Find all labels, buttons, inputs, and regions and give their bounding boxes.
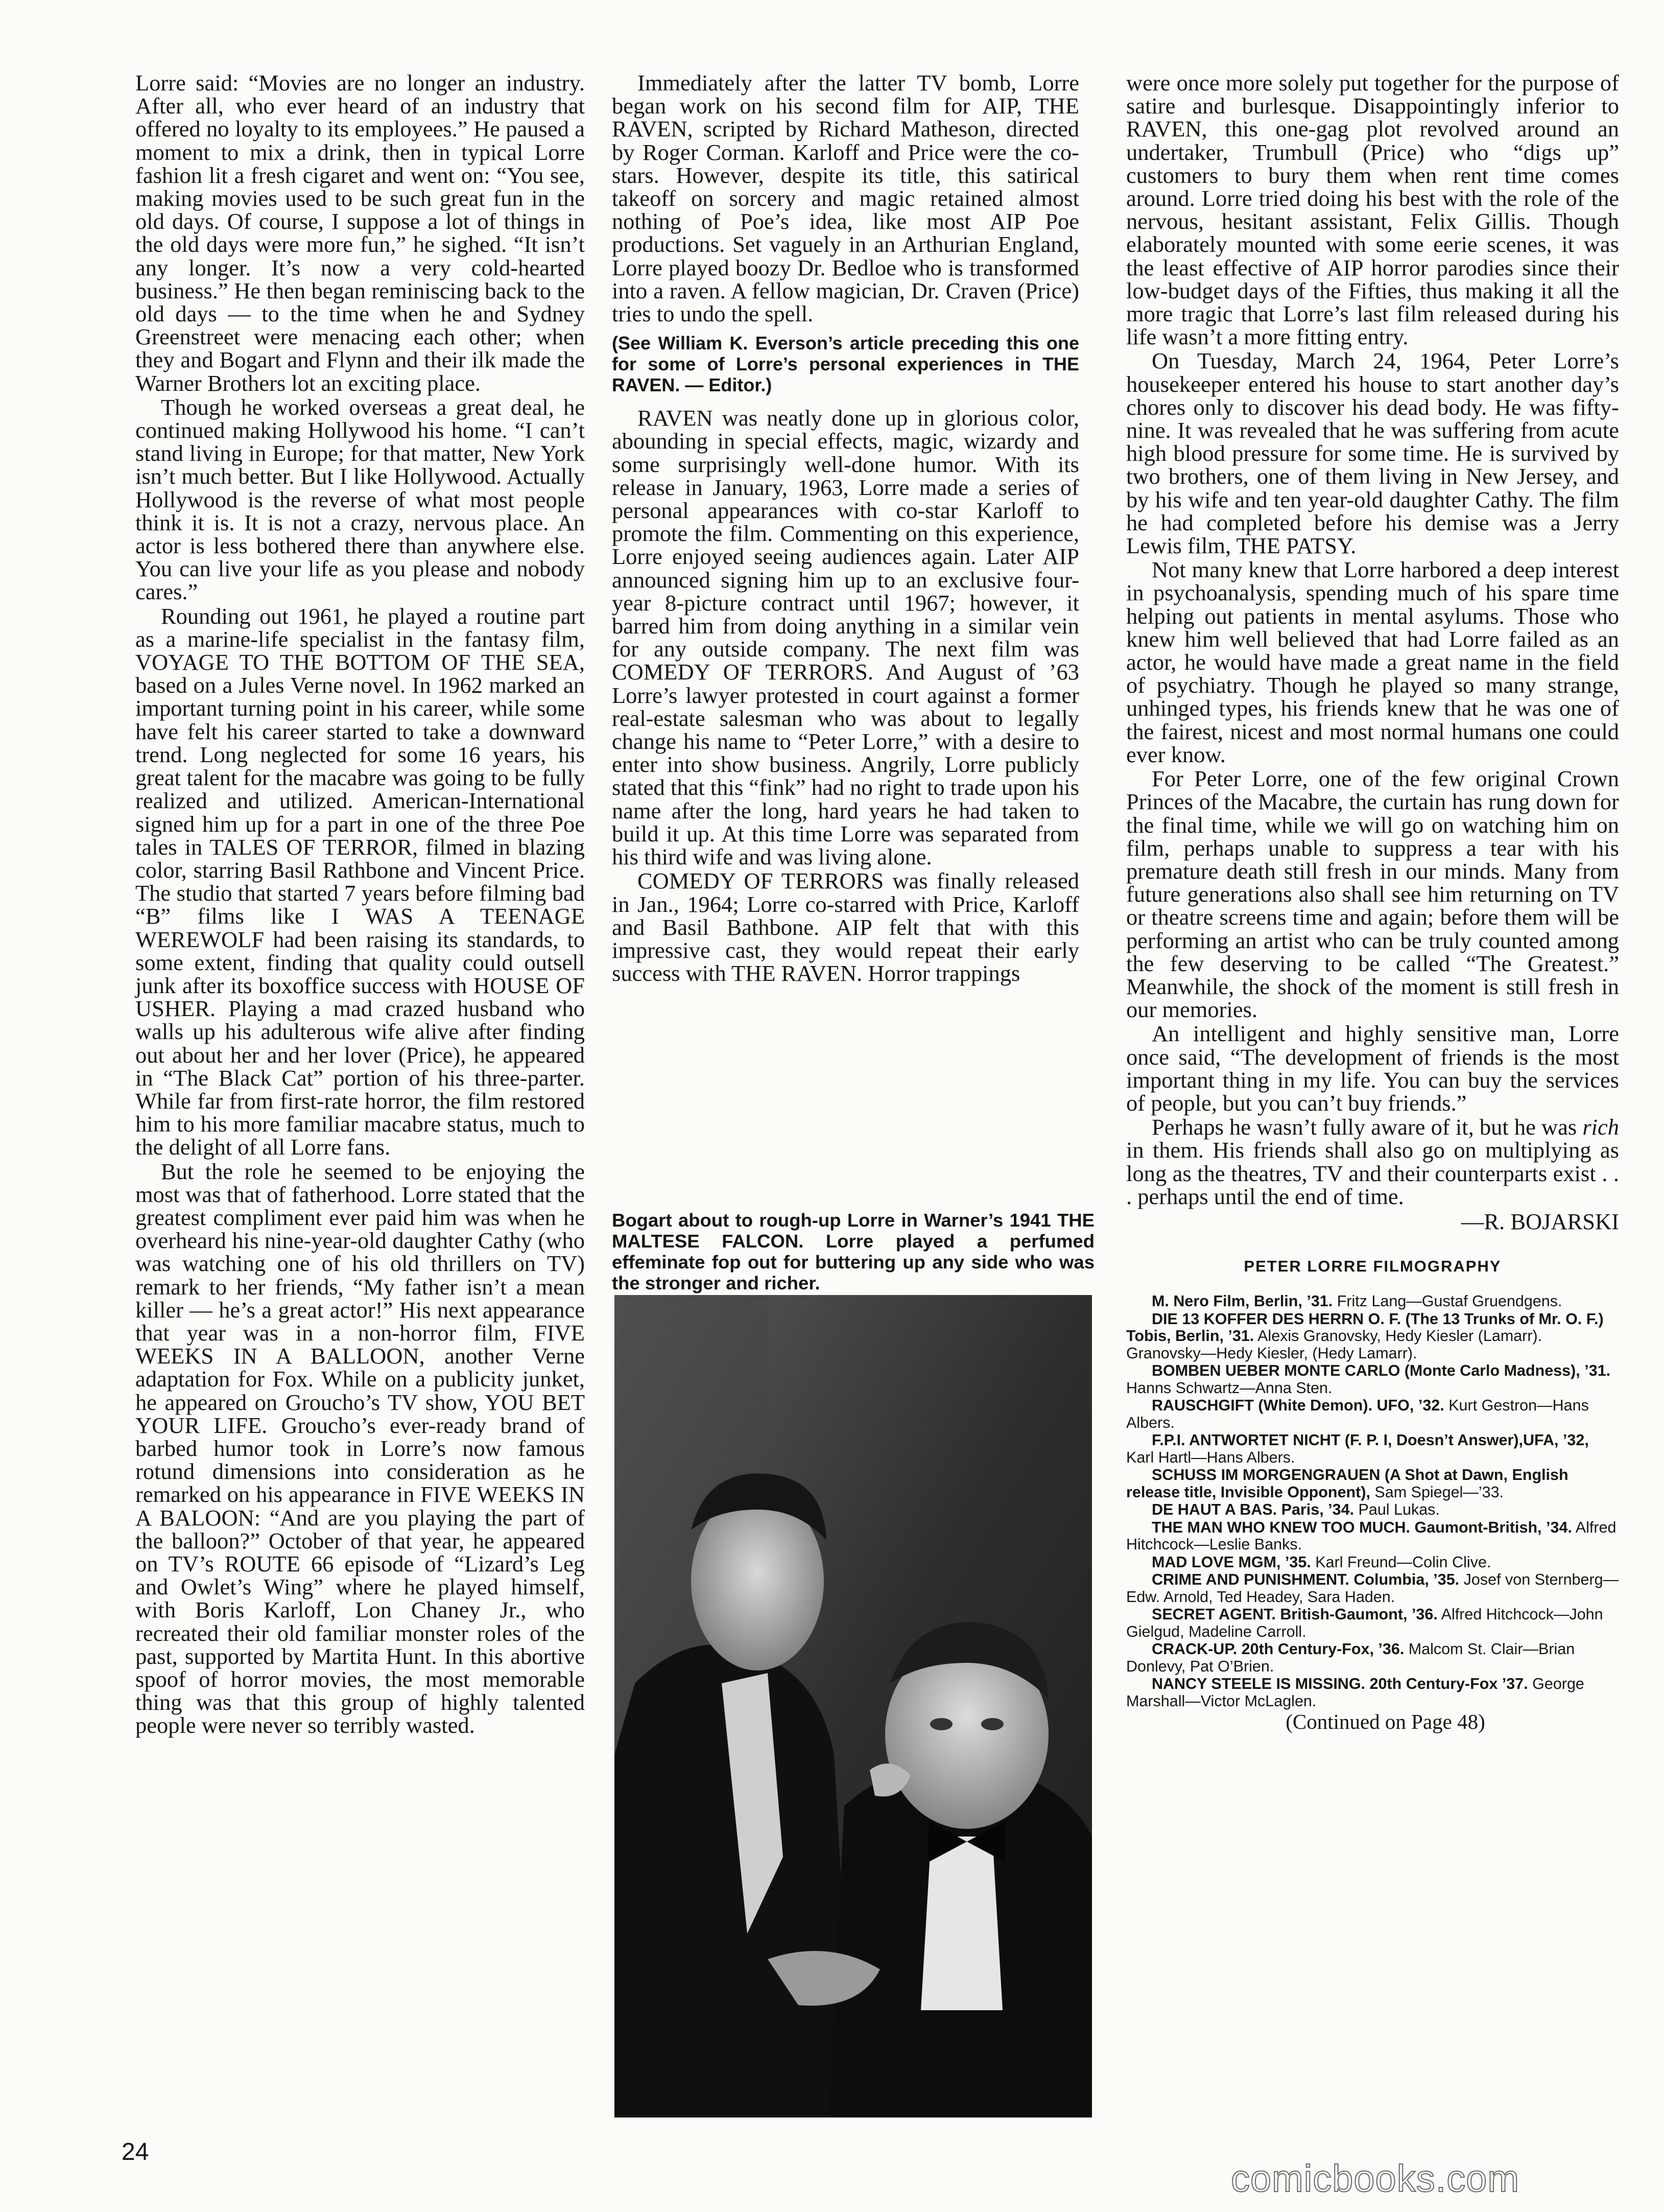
film-title: F.P.I. ANTWORTET NICHT (F. P. I, Doesn’t Answer),UFA, ’32, [1152,1431,1589,1449]
film-credits: Alfred Hitchcock—John Gielgud, Madeline Carroll. [1126,1606,1603,1640]
paragraph: But the role he seemed to be enjoying the most was that of fatherhood. Lorre stated that the greatest compliment ever paid him was when he overheard his nine-year-old daughter Cathy (who was watching one of his old thrillers on TV) remark to her friends, “My father isn’t a mean killer — he’s a great actor!” His next appearance that year was in a non-horror film, FIVE WEEKS IN A BALLOON, another Verne adaptation for Fox. While on a publicity junket, he appeared on Groucho’s TV show, YOU BET YOUR LIFE. Groucho’s ever-ready brand of barbed humor took in Lorre’s now famous rotund dimensions into consideration as he remarked on his appearance in FIVE WEEKS IN A BALOON: “And are you playing the part of the balloon?” October of that year, he appeared on TV’s ROUTE 66 episode of “Lizard’s Leg and Owlet’s Wing” where he played himself, with Boris Karloff, Lon Chaney Jr., who recreated their old familiar monster roles of the past, supported by Martita Hunt. In this abortive spoof of horror movies, the most memorable thing was that this group of highly talented people were never so terribly wasted. [135,1158,585,1738]
text-run: in them. His friends shall also go on multiplying as long as the theatres, TV and their counterparts exist . . . perhaps until the end of time. [1126,1137,1619,1209]
filmography-entry [1126,1432,1619,1466]
filmography-title: PETER LORRE FILMOGRAPHY [1244,1257,1502,1276]
film-title: THE MAN WHO KNEW TOO MUCH. Gaumont-British, ’34. [1152,1518,1572,1536]
film-title: DIE 13 KOFFER DES HERRN O. F. (The 13 Trunks of Mr. O. F.) Tobis, Berlin, ’31. [1126,1310,1604,1345]
editor-note: (See William K. Everson’s article preceding this one for some of Lorre’s personal experiences in THE RAVEN. — Editor.) [612,333,1079,396]
watermark: comicbooks.com [1231,2157,1520,2200]
film-credits: Alfred Hitchcock—Leslie Banks. [1126,1518,1617,1554]
paragraph [1126,1116,1619,1208]
paragraph: Though he worked overseas a great deal, he continued making Hollywood his home. “I can’t stand living in Europe; for that matter, New York isn’t much better. But I like Hollywood. Actually Hollywood is the reverse of what most people think it is. It is not a crazy, nervous place. An actor is less bothered there than anywhere else. You can live your life as you please and nobody cares.” [135,394,585,605]
paragraph: On Tuesday, March 24, 1964, Peter Lorre’s housekeeper entered his house to start another day’s chores only to discover his dead body. He was fifty-nine. It was revealed that he was suffering from acute high blood pressure for some time. He is survived by two brothers, one of them living in New Jersey, and by his wife and ten year-old daughter Cathy. The film he had completed before his demise was a Jerry Lewis film, THE PATSY. [1126,348,1619,559]
paragraph: RAVEN was neatly done up in glorious color, abounding in special effects, magic, wizardy and some surprisingly well-done humor. With its release in January, 1963, Lorre made a series of personal appearances with co-star Karloff to promote the film. Commenting on this experience, Lorre enjoyed seeing audiences again. Later AIP announced signing him up to an exclusive four-year 8-picture contract until 1967; however, it barred him from doing anything in a similar vein for any outside company. The next film was COMEDY OF TERRORS. And August of ’63 Lorre’s lawyer protested in court against a former real-estate salesman who was about to legally change his name to “Peter Lorre,” with a desire to enter into show business. Angrily, Lorre publicly stated that this “fink” had no right to trade upon his name after the long, hard years he had taken to build it up. At this time Lorre was separated from his third wife and was living alone. [612,405,1079,870]
film-title: SECRET AGENT. British-Gaumont, ’36. [1152,1606,1438,1623]
film-title: MAD LOVE MGM, ’35. [1152,1553,1311,1571]
author-signoff: —R. BOJARSKI [1461,1208,1619,1234]
film-still-illustration [614,1295,1092,2117]
paragraph: were once more solely put together for the purpose of satire and burlesque. Disappointingly inferior to RAVEN, this one-gag plot revolved around an undertaker, Trumbull (Price) who “digs up” customers to bury them when rent time comes around. Lorre tried doing his best with the role of the nervous, hesitant assistant, Felix Gillis. Though elaborately mounted with some eerie scenes, it was the least effective of AIP horror parodies since their low-budget days of the Fifties, thus making it all the more tragic that Lorre’s last film released during his life wasn’t a more fitting entry. [1126,70,1619,350]
article-column-3 [1126,72,1619,1735]
page-number: 24 [122,2138,149,2166]
film-credits: Fritz Lang—Gustaf Gruendgens. [1333,1292,1562,1310]
film-title: RAUSCHGIFT (White Demon). UFO, ’32. [1152,1397,1444,1415]
filmography-entry [1126,1397,1619,1431]
film-credits: Sam Spiegel—’33. [1370,1483,1504,1501]
film-credits: Karl Hartl—Hans Albers. [1126,1448,1295,1466]
filmography-entry [1126,1641,1619,1675]
emphasis-text: rich [1582,1114,1619,1140]
film-title: M. Nero Film, Berlin, ’31. [1152,1292,1333,1310]
film-title: SCHUSS IM MORGENGRAUEN (A Shot at Dawn, English release title, Invisible Opponent), [1126,1466,1568,1501]
paragraph: Immediately after the latter TV bomb, Lorre began work on his second film for AIP, THE RAVEN, scripted by Richard Matheson, directed by Roger Corman. Karloff and Price were the co-stars. However, despite its title, this satirical takeoff on sorcery and magic retained almost nothing of Poe’s idea, like most AIP Poe productions. Set vaguely in an Arthurian England, Lorre played boozy Dr. Bedloe who is transformed into a raven. A fellow magician, Dr. Craven (Price) tries to undo the spell. [612,70,1079,327]
film-credits: Karl Freund—Colin Clive. [1311,1553,1491,1571]
film-credits: Hanns Schwartz—Anna Sten. [1126,1379,1333,1397]
film-credits: George Marshall—Victor McLaglen. [1126,1675,1584,1710]
paragraph: An intelligent and highly sensitive man, Lorre once said, “The development of friends is the most important thing in my life. You can buy the services of people, but you can’t buy friends.” [1126,1021,1619,1116]
film-title: CRIME AND PUNISHMENT. Columbia, ’35. [1152,1571,1460,1589]
text-run: Perhaps he wasn’t fully aware of it, but he was [1152,1114,1583,1140]
filmography-entry [1126,1519,1619,1554]
film-credits: Kurt Gestron—Hans Albers. [1126,1397,1589,1431]
paragraph: For Peter Lorre, one of the few original Crown Princes of the Macabre, the curtain has rung down for the final time, while we will go on watching him on film, perhaps unable to suppress a tear with his premature death still fresh in our minds. Many from future generations also shall see him returning on TV or theatre screens time and again; before them will be performing an artist who can be truly counted among the few deserving to be called “The Greatest.” Meanwhile, the shock of the moment is still fresh in our memories. [1126,766,1619,1023]
paragraph: COMEDY OF TERRORS was finally released in Jan., 1964; Lorre co-starred with Price, Karloff and Basil Bathbone. AIP felt that with this impressive cast, they would repeat their early success with THE RAVEN. Horror trappings [612,868,1079,986]
film-title: DE HAUT A BAS. Paris, ’34. [1152,1501,1354,1519]
photo-caption: Bogart about to rough-up Lorre in Warner’s 1941 THE MALTESE FALCON. Lorre played a perfumed effeminate fop out for buttering up any side who was the stronger and richer. [612,1210,1095,1293]
filmography-entry [1126,1467,1619,1501]
paragraph: Rounding out 1961, he played a routine part as a marine-life specialist in the fantasy film, VOYAGE TO THE BOTTOM OF THE SEA, based on a Jules Verne novel. In 1962 marked an important turning point in his career, while some have felt his career started to take a downward trend. Long neglected for some 16 years, his great talent for the macabre was going to be fully realized and utilized. American-International signed him up for a part in one of the three Poe tales in TALES OF TERROR, filmed in blazing color, starring Basil Rathbone and Vincent Price. The studio that started 7 years before filming bad “B” films like I WAS A TEENAGE WEREWOLF had been raising its standards, to some extent, finding that quality could outsell junk after its boxoffice success with HOUSE OF USHER. Playing a mad crazed husband who walls up his adulterous wife alive after finding out about her and her lover (Price), he appeared in “The Black Cat” portion of his three-parter. While far from first-rate horror, the film restored him to his more familiar macabre status, much to the delight of all Lorre fans. [135,603,585,1160]
article-column-1 [135,72,585,1738]
paragraph: Lorre said: “Movies are no longer an industry. After all, who ever heard of an industry that offered no loyalty to its employees.” He paused a moment to mix a drink, then in typical Lorre fashion lit a fresh cigaret and went on: “You see, making movies used to be such great fun in the old days. Of course, I suppose a lot of things in the old days were more fun,” he sighed. “It isn’t any longer. It’s now a very cold-hearted business.” He then began reminiscing back to the old days — to the time when he and Sydney Greenstreet were menacing each other; when they and Bogart and Flynn and their ilk made the Warner Brothers lot an exciting place. [135,70,585,396]
article-column-2 [612,72,1079,986]
filmography-entry [1126,1311,1619,1362]
film-credits: Alexis Granovsky, Hedy Kiesler (Lamarr). Granovsky—Hedy Kiesler, (Hedy Lamarr). [1126,1327,1542,1362]
film-credits: Paul Lukas. [1354,1501,1440,1519]
paragraph: Not many knew that Lorre harbored a deep interest in psychoanalysis, spending much of his spare time helping out patients in mental asylums. Those who knew him well believed that had Lorre failed as an actor, he would have made a great name in the field of psychiatry. Though he played so many strange, unhinged types, his friends knew that he was one of the fairest, nicest and most normal humans one could ever know. [1126,557,1619,767]
filmography-list [1126,1293,1619,1710]
filmography-entry [1126,1293,1619,1310]
filmography-entry [1126,1554,1619,1571]
filmography-entry [1126,1501,1619,1519]
film-title: BOMBEN UEBER MONTE CARLO (Monte Carlo Madness), ’31. [1152,1362,1611,1380]
film-still-photo [614,1295,1092,2117]
film-credits: Josef von Sternberg—Edw. Arnold, Ted Headey, Sara Haden. [1126,1571,1619,1606]
filmography-entry [1126,1676,1619,1710]
film-title: NANCY STEELE IS MISSING. 20th Century-Fox ’37. [1152,1675,1528,1693]
continued-note: (Continued on Page 48) [1286,1710,1485,1734]
filmography-entry [1126,1606,1619,1640]
filmography-entry [1126,1571,1619,1606]
film-credits: Malcom St. Clair—Brian Donlevy, Pat O’Brien. [1126,1640,1575,1675]
film-title: CRACK-UP. 20th Century-Fox, ’36. [1152,1640,1405,1658]
filmography-entry [1126,1362,1619,1397]
